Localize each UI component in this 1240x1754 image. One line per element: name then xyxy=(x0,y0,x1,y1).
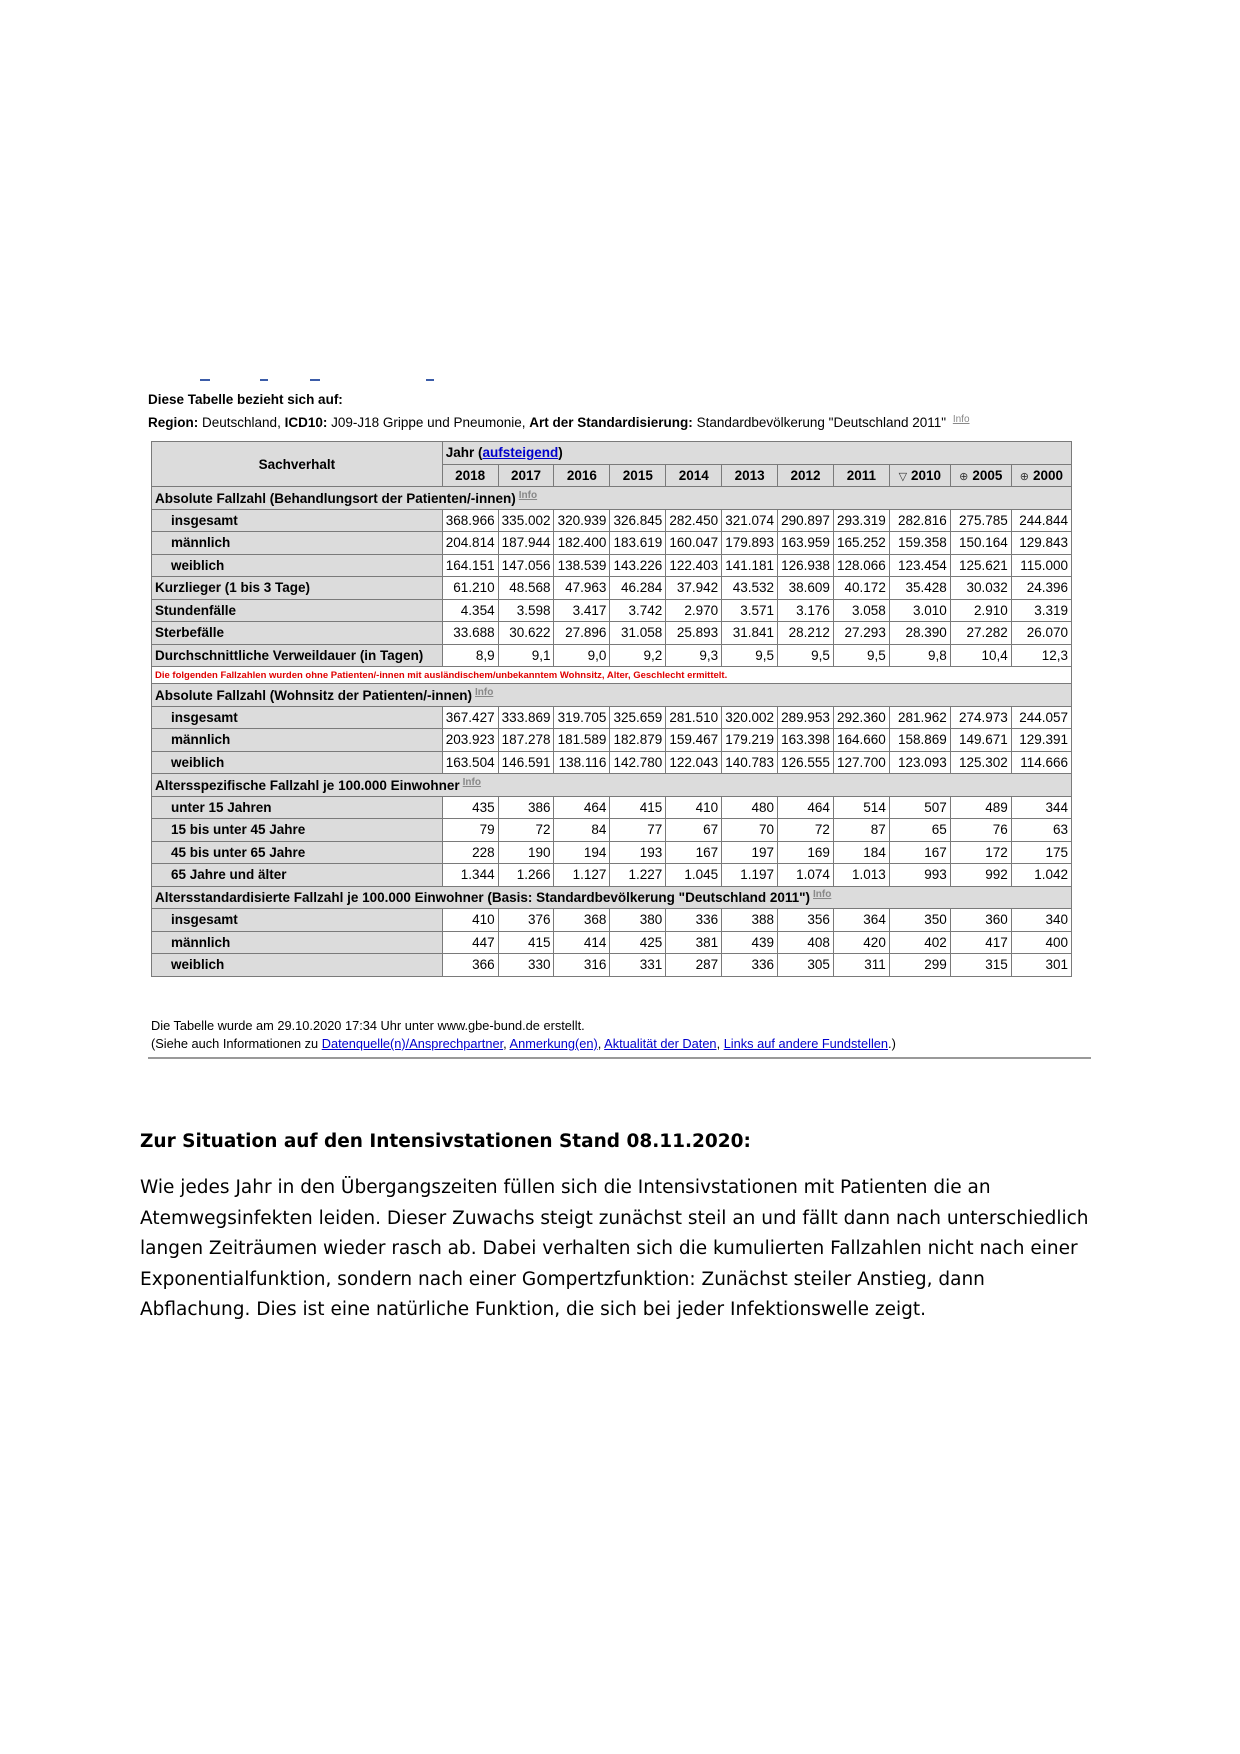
year-label: 2018 xyxy=(455,467,486,483)
region-value: Deutschland, xyxy=(202,415,281,430)
column-header-jahr xyxy=(442,442,1071,465)
year-header-2011 xyxy=(833,464,889,487)
year-header-2012 xyxy=(778,464,834,487)
section-row xyxy=(152,684,1072,707)
table-cell: 3.176 xyxy=(778,599,834,622)
table-cell: 79 xyxy=(442,819,498,842)
year-label: 2017 xyxy=(511,467,542,483)
table-row xyxy=(152,954,1072,977)
table-cell: 33.688 xyxy=(442,622,498,645)
table-cell: 70 xyxy=(722,819,778,842)
table-cell: 182.879 xyxy=(610,729,666,752)
table-cell: 30.032 xyxy=(950,577,1011,600)
row-text: Absolute Fallzahl (Behandlungsort der Patienten/-innen) xyxy=(155,490,516,506)
table-cell: 364 xyxy=(833,909,889,932)
table-cell: 181.589 xyxy=(554,729,610,752)
table-row xyxy=(152,751,1072,774)
link-fundstellen[interactable]: Links auf andere Fundstellen xyxy=(723,1036,889,1051)
table-cell: 190 xyxy=(498,841,554,864)
table-cell: 3.010 xyxy=(889,599,950,622)
section-row xyxy=(152,886,1072,909)
table-cell: 31.841 xyxy=(722,622,778,645)
table-cell: 408 xyxy=(778,931,834,954)
table-cell: 321.074 xyxy=(722,509,778,532)
year-label: 2005 xyxy=(972,467,1003,483)
table-row xyxy=(152,706,1072,729)
table-cell: 274.973 xyxy=(950,706,1011,729)
table-cell: 159.358 xyxy=(889,532,950,555)
table-cell: 147.056 xyxy=(498,554,554,577)
table-row xyxy=(152,909,1072,932)
year-header-2005[interactable] xyxy=(950,464,1011,487)
table-cell: 167 xyxy=(889,841,950,864)
table-cell: 368 xyxy=(554,909,610,932)
info-link[interactable]: Info xyxy=(475,686,494,698)
table-cell: 8,9 xyxy=(442,644,498,667)
table-cell: 336 xyxy=(666,909,722,932)
table-cell: 400 xyxy=(1011,931,1071,954)
table-cell: 28.212 xyxy=(778,622,834,645)
table-cell: 340 xyxy=(1011,909,1071,932)
table-cell: 282.816 xyxy=(889,509,950,532)
table-cell: 163.398 xyxy=(778,729,834,752)
row-label: männlich xyxy=(152,931,443,954)
table-cell: 1.227 xyxy=(610,864,666,887)
row-label: weiblich xyxy=(152,554,443,577)
info-link[interactable]: Info xyxy=(952,414,970,425)
table-cell: 40.172 xyxy=(833,577,889,600)
separator: , xyxy=(597,1036,605,1051)
table-cell: 282.450 xyxy=(666,509,722,532)
table-cell: 410 xyxy=(666,796,722,819)
year-header-2013 xyxy=(722,464,778,487)
table-cell: 28.390 xyxy=(889,622,950,645)
table-row xyxy=(152,864,1072,887)
table-cell: 289.953 xyxy=(778,706,834,729)
table-cell: 3.742 xyxy=(610,599,666,622)
table-cell: 158.869 xyxy=(889,729,950,752)
hospital-cases-table xyxy=(151,441,1072,977)
table-cell: 138.539 xyxy=(554,554,610,577)
see-also-suffix: .) xyxy=(888,1036,896,1051)
table-cell: 179.893 xyxy=(722,532,778,555)
year-label: 2010 xyxy=(911,467,942,483)
table-cell: 301 xyxy=(1011,954,1071,977)
table-cell: 3.571 xyxy=(722,599,778,622)
row-label: insgesamt xyxy=(152,909,443,932)
table-row xyxy=(152,509,1072,532)
table-cell: 507 xyxy=(889,796,950,819)
row-text: Altersspezifische Fallzahl je 100.000 Einwohner xyxy=(155,777,460,793)
table-cell: 320.002 xyxy=(722,706,778,729)
table-cell: 67 xyxy=(666,819,722,842)
table-cell: 992 xyxy=(950,864,1011,887)
table-cell: 194 xyxy=(554,841,610,864)
jahr-label: Jahr ( xyxy=(445,445,483,461)
year-label: 2015 xyxy=(622,467,653,483)
year-label: 2016 xyxy=(566,467,597,483)
section-title xyxy=(152,684,1072,707)
table-cell: 114.666 xyxy=(1011,751,1071,774)
table-cell: 410 xyxy=(442,909,498,932)
table-cell: 489 xyxy=(950,796,1011,819)
row-label: insgesamt xyxy=(152,706,443,729)
link-datenquelle[interactable]: Datenquelle(n)/Ansprechpartner xyxy=(321,1036,504,1051)
table-cell: 142.780 xyxy=(610,751,666,774)
year-label: 2000 xyxy=(1032,467,1064,483)
section-row xyxy=(152,774,1072,797)
row-label: Durchschnittliche Verweildauer (in Tagen) xyxy=(152,644,443,667)
row-label: weiblich xyxy=(152,751,443,774)
table-cell: 31.058 xyxy=(610,622,666,645)
table-cell: 169 xyxy=(778,841,834,864)
table-cell: 72 xyxy=(778,819,834,842)
table-cell: 163.504 xyxy=(442,751,498,774)
table-cell: 27.896 xyxy=(554,622,610,645)
row-label: männlich xyxy=(152,729,443,752)
row-label: 65 Jahre und älter xyxy=(152,864,443,887)
table-cell: 344 xyxy=(1011,796,1071,819)
table-cell: 76 xyxy=(950,819,1011,842)
table-row xyxy=(152,819,1072,842)
table-cell: 126.938 xyxy=(778,554,834,577)
section-row xyxy=(152,487,1072,510)
table-cell: 319.705 xyxy=(554,706,610,729)
table-reference-caption xyxy=(148,390,970,433)
table-cell: 388 xyxy=(722,909,778,932)
table-cell: 244.057 xyxy=(1011,706,1071,729)
table-cell: 46.284 xyxy=(610,577,666,600)
row-label: Stundenfälle xyxy=(152,599,443,622)
table-cell: 417 xyxy=(950,931,1011,954)
table-cell: 420 xyxy=(833,931,889,954)
table-cell: 9,5 xyxy=(722,644,778,667)
table-cell: 1.045 xyxy=(666,864,722,887)
year-label: 2013 xyxy=(734,467,765,483)
table-cell: 141.181 xyxy=(722,554,778,577)
created-note: Die Tabelle wurde am 29.10.2020 17:34 Uhr unter www.gbe-bund.de erstellt. xyxy=(151,1018,585,1033)
table-cell: 129.391 xyxy=(1011,729,1071,752)
body-paragraph: Wie jedes Jahr in den Übergangszeiten füllen sich die Intensivstationen mit Patienten die an Atemwegsinfekten leiden. Dieser Zuwachs steigt zunächst steil an und fällt dann nach unterschiedlich langen Zeiträumen wieder rasch ab. Dabei verhalten sich die kumulierten Fallzahlen nicht nach einer Exponentialfunktion, sondern nach einer Gompertzfunktion: Zunächst steiler Anstieg, dann Abflachung. Dies ist eine natürliche Funktion, die sich bei jeder Infektionswelle zeigt. xyxy=(140,1177,1089,1320)
table-cell: 26.070 xyxy=(1011,622,1071,645)
table-cell: 38.609 xyxy=(778,577,834,600)
row-label: 45 bis unter 65 Jahre xyxy=(152,841,443,864)
table-cell: 2.910 xyxy=(950,599,1011,622)
table-cell: 1.074 xyxy=(778,864,834,887)
row-label: männlich xyxy=(152,532,443,555)
table-cell: 122.403 xyxy=(666,554,722,577)
table-cell: 25.893 xyxy=(666,622,722,645)
table-row xyxy=(152,931,1072,954)
table-cell: 1.266 xyxy=(498,864,554,887)
table-cell: 380 xyxy=(610,909,666,932)
table-cell: 292.360 xyxy=(833,706,889,729)
table-cell: 1.013 xyxy=(833,864,889,887)
table-cell: 149.671 xyxy=(950,729,1011,752)
table-cell: 125.621 xyxy=(950,554,1011,577)
table-row xyxy=(152,622,1072,645)
table-row xyxy=(152,644,1072,667)
table-cell: 311 xyxy=(833,954,889,977)
column-header-sachverhalt: Sachverhalt xyxy=(152,442,443,487)
table-cell: 9,2 xyxy=(610,644,666,667)
table-cell: 3.058 xyxy=(833,599,889,622)
row-text: Die folgenden Fallzahlen wurden ohne Patienten/-innen mit ausländischem/unbekanntem Wohnsitz, Alter, Geschlecht ermittelt. xyxy=(155,669,728,681)
row-text: Absolute Fallzahl (Wohnsitz der Patienten/-innen) xyxy=(155,687,473,703)
table-cell: 164.151 xyxy=(442,554,498,577)
section-title xyxy=(152,487,1072,510)
table-cell: 84 xyxy=(554,819,610,842)
table-cell: 386 xyxy=(498,796,554,819)
cropped-line-remnant xyxy=(200,379,440,383)
table-cell: 187.944 xyxy=(498,532,554,555)
table-cell: 128.066 xyxy=(833,554,889,577)
expand-marker-icon[interactable]: ⊕ xyxy=(1019,470,1029,483)
row-label: weiblich xyxy=(152,954,443,977)
table-cell: 35.428 xyxy=(889,577,950,600)
table-cell: 63 xyxy=(1011,819,1071,842)
table-cell: 1.127 xyxy=(554,864,610,887)
table-cell: 87 xyxy=(833,819,889,842)
row-label: insgesamt xyxy=(152,509,443,532)
table-cell: 187.278 xyxy=(498,729,554,752)
table-cell: 4.354 xyxy=(442,599,498,622)
table-cell: 150.164 xyxy=(950,532,1011,555)
see-also-prefix: (Siehe auch Informationen zu xyxy=(151,1036,322,1051)
table-cell: 9,0 xyxy=(554,644,610,667)
table-cell: 140.783 xyxy=(722,751,778,774)
table-cell: 9,5 xyxy=(833,644,889,667)
table-cell: 3.417 xyxy=(554,599,610,622)
standardization-label: Art der Standardisierung: xyxy=(529,415,693,430)
year-header-2015 xyxy=(610,464,666,487)
table-cell: 9,5 xyxy=(778,644,834,667)
table-cell: 464 xyxy=(778,796,834,819)
year-header-2010[interactable] xyxy=(889,464,950,487)
year-header-2017 xyxy=(498,464,554,487)
table-cell: 415 xyxy=(498,931,554,954)
table-row xyxy=(152,554,1072,577)
table-cell: 244.844 xyxy=(1011,509,1071,532)
table-cell: 27.293 xyxy=(833,622,889,645)
caption-title: Diese Tabelle bezieht sich auf: xyxy=(148,392,343,407)
icd-value: J09-J18 Grippe und Pneumonie, xyxy=(331,415,526,430)
region-label: Region: xyxy=(148,415,199,430)
table-row xyxy=(152,532,1072,555)
table-cell: 204.814 xyxy=(442,532,498,555)
standardization-value: Standardbevölkerung "Deutschland 2011" xyxy=(696,415,947,430)
table-cell: 24.396 xyxy=(1011,577,1071,600)
year-header-2014 xyxy=(666,464,722,487)
table-cell: 316 xyxy=(554,954,610,977)
separator: , xyxy=(716,1036,724,1051)
table-cell: 27.282 xyxy=(950,622,1011,645)
table-cell: 281.510 xyxy=(666,706,722,729)
table-cell: 159.467 xyxy=(666,729,722,752)
table-cell: 425 xyxy=(610,931,666,954)
table-cell: 175 xyxy=(1011,841,1071,864)
table-cell: 3.598 xyxy=(498,599,554,622)
table-cell: 163.959 xyxy=(778,532,834,555)
table-cell: 164.660 xyxy=(833,729,889,752)
table-cell: 143.226 xyxy=(610,554,666,577)
table-cell: 439 xyxy=(722,931,778,954)
sort-ascending-link[interactable]: aufsteigend xyxy=(482,445,559,461)
table-cell: 47.963 xyxy=(554,577,610,600)
table-cell: 415 xyxy=(610,796,666,819)
year-label: 2014 xyxy=(678,467,709,483)
table-cell: 368.966 xyxy=(442,509,498,532)
row-label: Sterbefälle xyxy=(152,622,443,645)
table-cell: 138.116 xyxy=(554,751,610,774)
table-cell: 1.042 xyxy=(1011,864,1071,887)
table-cell: 115.000 xyxy=(1011,554,1071,577)
table-cell: 123.093 xyxy=(889,751,950,774)
table-cell: 514 xyxy=(833,796,889,819)
table-cell: 125.302 xyxy=(950,751,1011,774)
table-cell: 1.197 xyxy=(722,864,778,887)
table-footer xyxy=(151,1017,896,1053)
jahr-close: ) xyxy=(558,445,563,461)
table-cell: 30.622 xyxy=(498,622,554,645)
table-cell: 160.047 xyxy=(666,532,722,555)
table-cell: 9,3 xyxy=(666,644,722,667)
table-cell: 179.219 xyxy=(722,729,778,752)
table-cell: 333.869 xyxy=(498,706,554,729)
table-cell: 305 xyxy=(778,954,834,977)
table-cell: 381 xyxy=(666,931,722,954)
year-label: 2012 xyxy=(790,467,821,483)
row-label: unter 15 Jahren xyxy=(152,796,443,819)
table-cell: 326.845 xyxy=(610,509,666,532)
table-cell: 320.939 xyxy=(554,509,610,532)
table-cell: 184 xyxy=(833,841,889,864)
table-cell: 77 xyxy=(610,819,666,842)
table-cell: 182.400 xyxy=(554,532,610,555)
table-cell: 366 xyxy=(442,954,498,977)
see-also-note xyxy=(151,1035,896,1053)
table-cell: 167 xyxy=(666,841,722,864)
table-row xyxy=(152,577,1072,600)
table-cell: 414 xyxy=(554,931,610,954)
table-cell: 281.962 xyxy=(889,706,950,729)
table-cell: 146.591 xyxy=(498,751,554,774)
table-row xyxy=(152,796,1072,819)
table-cell: 203.923 xyxy=(442,729,498,752)
table-cell: 12,3 xyxy=(1011,644,1071,667)
table-row xyxy=(152,599,1072,622)
table-cell: 48.568 xyxy=(498,577,554,600)
table-row xyxy=(152,729,1072,752)
table-cell: 299 xyxy=(889,954,950,977)
table-cell: 65 xyxy=(889,819,950,842)
table-cell: 376 xyxy=(498,909,554,932)
table-cell: 350 xyxy=(889,909,950,932)
info-link[interactable]: Info xyxy=(518,489,538,501)
link-aktualitaet[interactable]: Aktualität der Daten xyxy=(604,1036,717,1051)
table-cell: 287 xyxy=(666,954,722,977)
table-cell: 275.785 xyxy=(950,509,1011,532)
link-anmerkung[interactable]: Anmerkung(en) xyxy=(509,1036,598,1051)
table-cell: 37.942 xyxy=(666,577,722,600)
section-heading: Zur Situation auf den Intensivstationen Stand 08.11.2020: xyxy=(140,1131,751,1152)
table-cell: 480 xyxy=(722,796,778,819)
table-row xyxy=(152,841,1072,864)
icd-label: ICD10: xyxy=(284,415,328,430)
table-cell: 356 xyxy=(778,909,834,932)
table-cell: 315 xyxy=(950,954,1011,977)
table-cell: 43.532 xyxy=(722,577,778,600)
info-link[interactable]: Info xyxy=(462,776,481,788)
table-cell: 331 xyxy=(610,954,666,977)
table-cell: 464 xyxy=(554,796,610,819)
info-link[interactable]: Info xyxy=(813,889,832,901)
year-header-2018 xyxy=(442,464,498,487)
row-label: 15 bis unter 45 Jahre xyxy=(152,819,443,842)
table-cell: 447 xyxy=(442,931,498,954)
table-cell: 172 xyxy=(950,841,1011,864)
table-cell: 122.043 xyxy=(666,751,722,774)
section-title xyxy=(152,886,1072,909)
year-header-2016 xyxy=(554,464,610,487)
expand-marker-icon[interactable]: ⊕ xyxy=(959,470,969,483)
table-cell: 129.843 xyxy=(1011,532,1071,555)
table-cell: 61.210 xyxy=(442,577,498,600)
table-cell: 72 xyxy=(498,819,554,842)
table-cell: 435 xyxy=(442,796,498,819)
warning-note xyxy=(152,667,1072,684)
table-cell: 193 xyxy=(610,841,666,864)
table-cell: 336 xyxy=(722,954,778,977)
expand-marker-icon[interactable]: ▽ xyxy=(898,470,908,483)
year-label: 2011 xyxy=(846,467,877,483)
table-cell: 367.427 xyxy=(442,706,498,729)
table-cell: 165.252 xyxy=(833,532,889,555)
table-cell: 993 xyxy=(889,864,950,887)
row-text: Altersstandardisierte Fallzahl je 100.000 Einwohner (Basis: Standardbevölkerung "Deutschland 2011") xyxy=(155,890,811,906)
table-cell: 228 xyxy=(442,841,498,864)
table-cell: 183.619 xyxy=(610,532,666,555)
table-cell: 127.700 xyxy=(833,751,889,774)
table-cell: 123.454 xyxy=(889,554,950,577)
table-cell: 293.319 xyxy=(833,509,889,532)
table-cell: 290.897 xyxy=(778,509,834,532)
table-cell: 360 xyxy=(950,909,1011,932)
table-cell: 9,1 xyxy=(498,644,554,667)
divider xyxy=(148,1057,1091,1059)
row-label: Kurzlieger (1 bis 3 Tage) xyxy=(152,577,443,600)
table-cell: 335.002 xyxy=(498,509,554,532)
year-header-2000[interactable] xyxy=(1011,464,1071,487)
table-cell: 402 xyxy=(889,931,950,954)
table-cell: 197 xyxy=(722,841,778,864)
table-cell: 9,8 xyxy=(889,644,950,667)
warning-row xyxy=(152,667,1072,684)
separator: , xyxy=(503,1036,510,1051)
table-cell: 1.344 xyxy=(442,864,498,887)
table-cell: 3.319 xyxy=(1011,599,1071,622)
section-title xyxy=(152,774,1072,797)
table-cell: 10,4 xyxy=(950,644,1011,667)
table-cell: 325.659 xyxy=(610,706,666,729)
table-cell: 2.970 xyxy=(666,599,722,622)
table-cell: 330 xyxy=(498,954,554,977)
table-cell: 126.555 xyxy=(778,751,834,774)
